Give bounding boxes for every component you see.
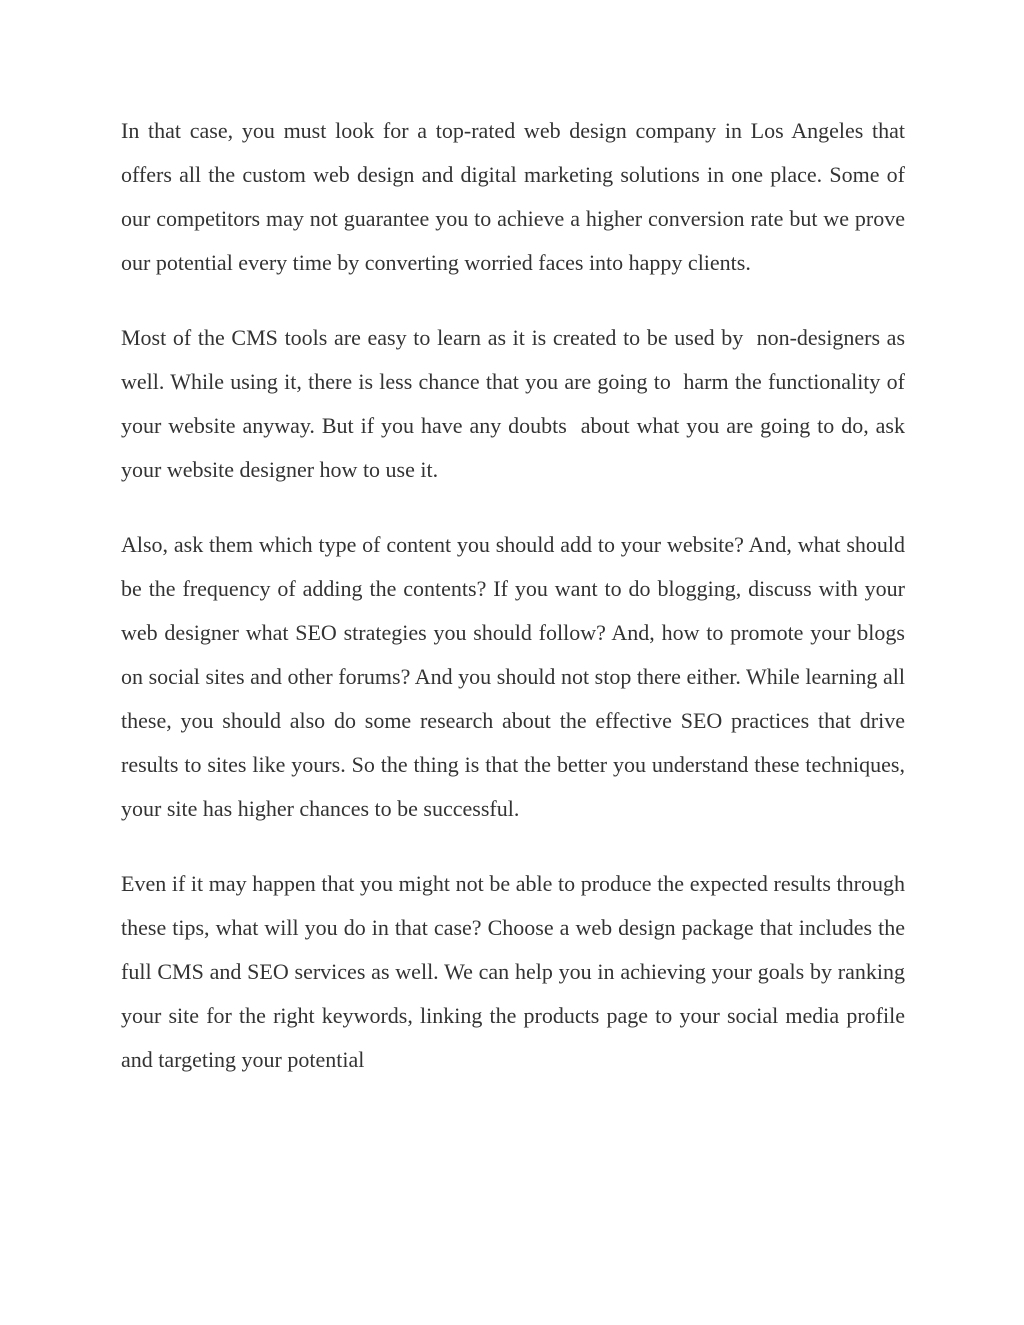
paragraph-2: Most of the CMS tools are easy to learn as it is created to be used by non-designers as well. While using it, there is less chance that you are going to harm the functionality of your website anyway. But if you have any doubts about what you are going to do, ask your website designer how to use it. <box>121 325 911 482</box>
paragraph-3: Also, ask them which type of content you should add to your website? And, what should be the frequency of adding the contents? If you want to do blogging, discuss with your web designer what SEO strategies you should follow? And, how to promote your blogs on social sites and other forums? And you should not stop there either. While learning all these, you should also do some research about the effective SEO practices that drive results to sites like yours. So the thing is that the better you understand these techniques, your site has higher chances to be successful. <box>121 532 911 821</box>
paragraph-1: In that case, you must look for a top-rated web design company in Los Angeles that offers all the custom web design and digital marketing solutions in one place. Some of our competitors may not guarantee you to achieve a higher conversion rate but we prove our potential every time by converting worried faces into happy clients. <box>121 118 911 275</box>
document-body <box>121 109 911 1082</box>
paragraph-4: Even if it may happen that you might not be able to produce the expected results through these tips, what will you do in that case? Choose a web design package that includes the full CMS and SEO services as well. We can help you in achieving your goals by ranking your site for the right keywords, linking the products page to your social media profile and targeting your potential <box>121 871 911 1072</box>
